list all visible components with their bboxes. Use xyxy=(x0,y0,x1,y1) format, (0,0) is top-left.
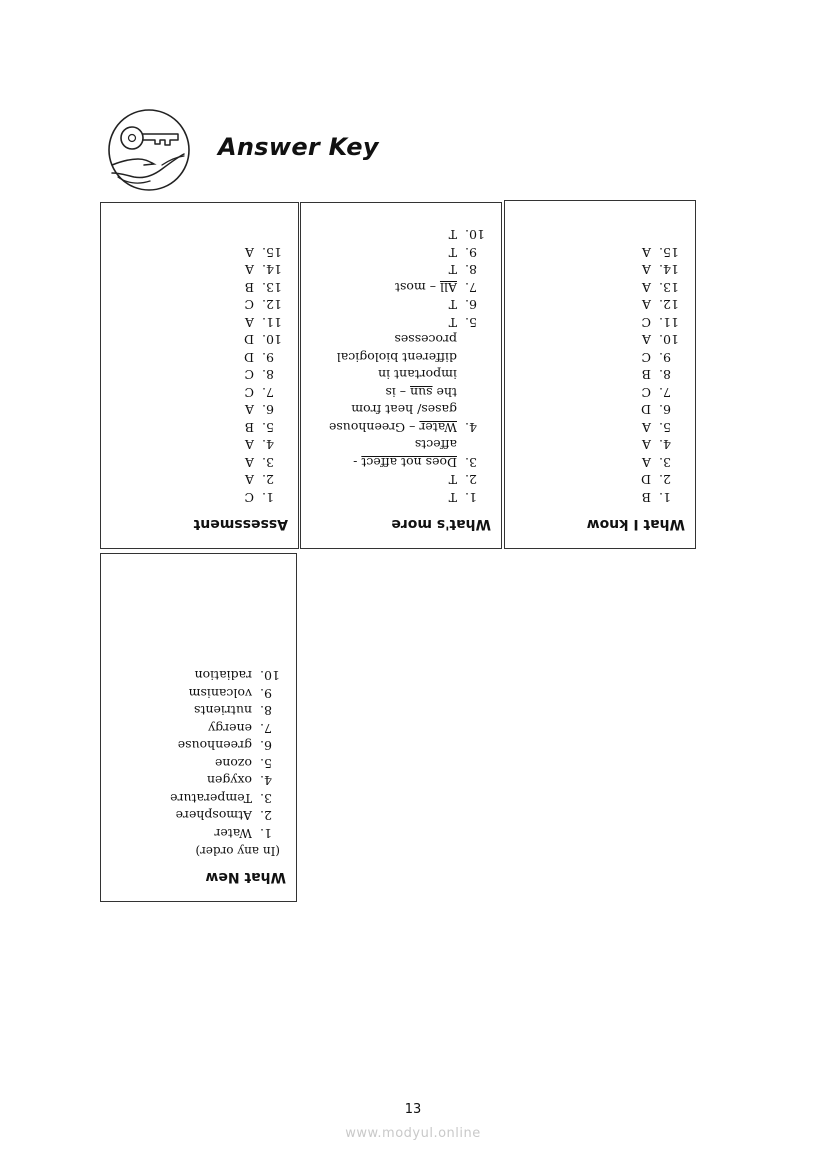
item-answer: A xyxy=(641,280,651,295)
item-number: 7. xyxy=(260,721,272,736)
item-number: 4. xyxy=(465,420,477,435)
item-answer: A xyxy=(641,455,651,470)
item-answer: sun xyxy=(410,385,433,400)
list-item xyxy=(313,314,491,332)
page-title: Answer Key xyxy=(218,133,379,161)
list-item xyxy=(194,401,288,419)
list-item xyxy=(194,331,288,349)
item-number: 3. xyxy=(659,455,671,470)
item-number: 10. xyxy=(659,332,679,348)
item-number: 5. xyxy=(262,420,274,435)
list-item xyxy=(587,261,685,279)
list-item xyxy=(194,454,288,472)
list-item xyxy=(170,807,286,825)
list-item xyxy=(194,471,288,489)
list-item xyxy=(587,331,685,349)
item-number: 8. xyxy=(262,367,274,383)
list-item xyxy=(587,279,685,297)
list-item xyxy=(587,314,685,332)
item-answer: D xyxy=(243,350,254,365)
list-item xyxy=(194,419,288,437)
item-number: 6. xyxy=(262,402,274,418)
item-number: 10. xyxy=(262,332,282,348)
item-answer: A xyxy=(641,297,651,313)
item-number: 9. xyxy=(260,686,272,701)
item-answer: T xyxy=(448,245,457,260)
item-answer: – most xyxy=(394,280,440,295)
item-number: 2. xyxy=(260,808,272,824)
list-item xyxy=(313,489,491,507)
list-item xyxy=(170,772,286,790)
list-item xyxy=(587,366,685,384)
item-answer: C xyxy=(641,350,651,365)
item-number: 8. xyxy=(659,367,671,383)
list-item xyxy=(170,685,286,703)
list-item xyxy=(313,279,491,297)
list-item xyxy=(587,384,685,402)
item-answer: T xyxy=(448,472,457,488)
item-number: 11. xyxy=(659,315,679,330)
item-number: 11. xyxy=(262,315,282,330)
item-number: 3. xyxy=(465,455,477,470)
assessment-box xyxy=(100,202,299,549)
item-answer: A xyxy=(244,437,254,453)
item-number: 5. xyxy=(260,756,272,771)
item-answer: Water xyxy=(214,826,252,841)
list-item xyxy=(587,349,685,367)
item-answer: - affects xyxy=(353,437,457,470)
item-number: 8. xyxy=(465,262,477,278)
item-answer: T xyxy=(448,262,457,278)
item-answer: volcanism xyxy=(188,686,252,701)
item-answer: C xyxy=(641,385,651,400)
item-number: 2. xyxy=(465,472,477,488)
item-number: 10. xyxy=(465,227,485,243)
item-answer: A xyxy=(641,262,651,278)
item-number: 1. xyxy=(465,490,477,505)
list-item xyxy=(194,366,288,384)
list-item xyxy=(587,401,685,419)
what-new-box xyxy=(100,553,297,902)
item-answer: T xyxy=(448,490,457,505)
item-answer: B xyxy=(641,367,651,383)
list-item xyxy=(170,755,286,773)
item-number: 4. xyxy=(659,437,671,453)
list-item xyxy=(313,471,491,489)
item-answer: A xyxy=(641,245,651,260)
section-title: Assessment xyxy=(193,516,288,532)
item-answer: Atmosphere xyxy=(175,808,252,824)
item-answer: greenhouse xyxy=(177,738,252,754)
list-item xyxy=(194,279,288,297)
item-answer xyxy=(339,436,465,471)
item-number: 9. xyxy=(262,350,274,365)
list-item xyxy=(587,296,685,314)
list-item xyxy=(170,702,286,720)
list-item xyxy=(587,489,685,507)
item-answer: A xyxy=(641,437,651,453)
list-item xyxy=(170,720,286,738)
list-item xyxy=(194,436,288,454)
item-number: 3. xyxy=(260,791,272,806)
item-answer: oxygen xyxy=(206,773,252,789)
item-number: 4. xyxy=(262,437,274,453)
item-number: 1. xyxy=(262,490,274,505)
item-number: 6. xyxy=(260,738,272,754)
list-item xyxy=(194,314,288,332)
item-number: 2. xyxy=(659,472,671,488)
list-item xyxy=(587,471,685,489)
watermark: www.modyul.online xyxy=(345,1126,481,1141)
order-note: (In any order) xyxy=(195,844,280,858)
item-answer: C xyxy=(244,385,254,400)
list-item xyxy=(194,296,288,314)
item-number: 1. xyxy=(260,826,272,841)
item-number: 12. xyxy=(262,297,282,313)
list-item xyxy=(170,825,286,843)
key-in-hands-icon xyxy=(104,107,196,193)
list-item xyxy=(313,296,491,314)
section-title: What's more xyxy=(391,516,491,532)
list-item xyxy=(587,419,685,437)
list-item xyxy=(194,261,288,279)
item-answer: Temperature xyxy=(170,791,252,806)
item-answer: B xyxy=(244,420,254,435)
item-answer xyxy=(395,279,465,297)
item-number: 15. xyxy=(262,245,282,260)
item-answer: T xyxy=(448,315,457,330)
item-number: 5. xyxy=(659,420,671,435)
item-answer: Water xyxy=(419,420,457,435)
item-answer: energy xyxy=(208,721,252,736)
item-number: 12. xyxy=(659,297,679,313)
list-item xyxy=(170,667,286,685)
item-answer: A xyxy=(244,402,254,418)
list-item xyxy=(194,244,288,262)
item-answer: A xyxy=(244,315,254,330)
answer-list xyxy=(313,226,491,506)
item-answer: C xyxy=(244,297,254,313)
item-number: 7. xyxy=(659,385,671,400)
item-number: 14. xyxy=(659,262,679,278)
answer-list xyxy=(170,667,286,842)
item-answer: C xyxy=(244,367,254,383)
section-title: What New xyxy=(205,869,286,885)
item-number: 6. xyxy=(659,402,671,418)
item-answer: C xyxy=(244,490,254,505)
item-number: 9. xyxy=(659,350,671,365)
item-answer: A xyxy=(641,420,651,435)
item-number: 15. xyxy=(659,245,679,260)
whats-more-box xyxy=(300,202,502,549)
item-answer: A xyxy=(244,472,254,488)
list-item xyxy=(587,454,685,472)
answer-list xyxy=(587,244,685,507)
item-answer: C xyxy=(641,315,651,330)
item-answer: D xyxy=(243,332,254,348)
page-number: 13 xyxy=(404,1102,422,1117)
list-item xyxy=(313,244,491,262)
item-number: 7. xyxy=(465,280,477,295)
item-number: 14. xyxy=(262,262,282,278)
item-number: 8. xyxy=(260,703,272,719)
item-answer: A xyxy=(641,332,651,348)
list-item xyxy=(170,790,286,808)
item-answer: A xyxy=(244,262,254,278)
item-number: 2. xyxy=(262,472,274,488)
list-item xyxy=(194,384,288,402)
item-number: 9. xyxy=(465,245,477,260)
item-answer: T xyxy=(448,297,457,313)
item-answer: ozone xyxy=(214,756,252,771)
list-item xyxy=(313,226,491,244)
section-title: What I know xyxy=(586,516,685,532)
list-item xyxy=(313,261,491,279)
list-item xyxy=(194,349,288,367)
item-answer: Does not affect xyxy=(361,455,457,470)
item-answer: B xyxy=(641,490,651,505)
item-number: 13. xyxy=(262,280,282,295)
list-item xyxy=(194,489,288,507)
item-answer: – Greenhouse gases/ heat from the xyxy=(328,385,457,435)
item-answer xyxy=(327,331,465,436)
item-answer: A xyxy=(244,455,254,470)
item-answer: D xyxy=(640,472,651,488)
list-item xyxy=(313,436,491,471)
item-number: 6. xyxy=(465,297,477,313)
item-answer: A xyxy=(244,245,254,260)
list-item xyxy=(170,737,286,755)
list-item xyxy=(313,331,491,436)
item-number: 1. xyxy=(659,490,671,505)
item-answer: radiation xyxy=(194,668,252,684)
item-answer: – is important in different biological processes xyxy=(336,332,457,400)
item-number: 7. xyxy=(262,385,274,400)
item-number: 4. xyxy=(260,773,272,789)
item-number: 10. xyxy=(260,668,280,684)
answer-list xyxy=(194,244,288,507)
item-answer: B xyxy=(244,280,254,295)
what-i-know-box xyxy=(504,200,696,549)
item-answer: T xyxy=(448,227,457,243)
list-item xyxy=(587,436,685,454)
item-answer: All xyxy=(439,280,457,295)
item-number: 5. xyxy=(465,315,477,330)
item-number: 13. xyxy=(659,280,679,295)
list-item xyxy=(587,244,685,262)
item-answer: D xyxy=(640,402,651,418)
item-answer: nutrients xyxy=(194,703,252,719)
item-number: 3. xyxy=(262,455,274,470)
